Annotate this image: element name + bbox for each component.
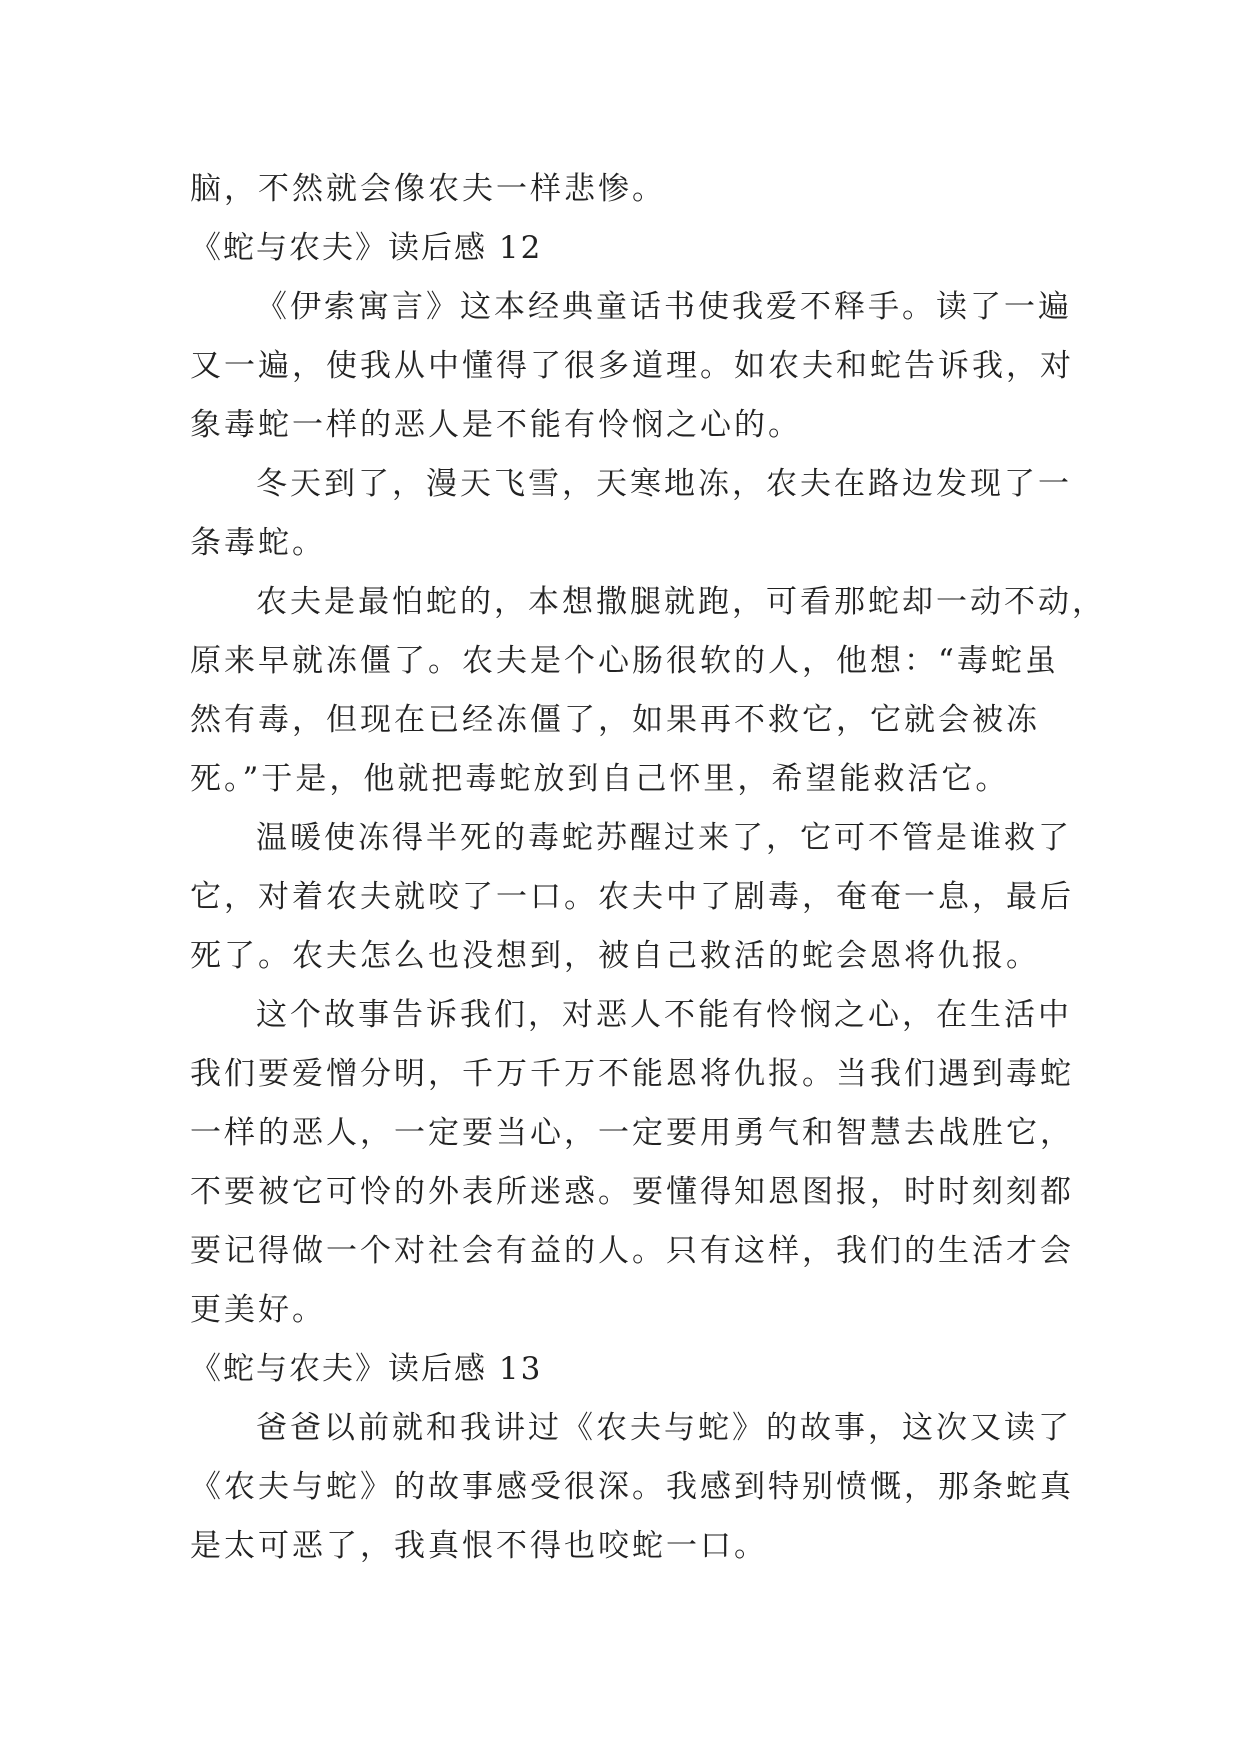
text-line: 爸爸以前就和我讲过《农夫与蛇》的故事，这次又读了	[256, 1410, 1072, 1446]
text-line: 不要被它可怜的外表所迷惑。要懂得知恩图报，时时刻刻都	[190, 1174, 1074, 1210]
section-heading: 《蛇与农夫》读后感 13	[190, 1351, 543, 1387]
text-line: 死。”于是，他就把毒蛇放到自己怀里，希望能救活它。	[190, 761, 1010, 797]
text-line: 农夫是最怕蛇的，本想撒腿就跑，可看那蛇却一动不动，	[256, 584, 1106, 620]
text-line: 象毒蛇一样的恶人是不能有怜悯之心的。	[190, 407, 802, 443]
text-line: 它，对着农夫就咬了一口。农夫中了剧毒，奄奄一息，最后	[190, 879, 1074, 915]
text-line: 冬天到了，漫天飞雪，天寒地冻，农夫在路边发现了一	[256, 466, 1072, 502]
section-heading: 《蛇与农夫》读后感 12	[190, 230, 543, 266]
text-line: 《伊索寓言》这本经典童话书使我爱不释手。读了一遍	[256, 289, 1072, 325]
text-line: 是太可恶了，我真恨不得也咬蛇一口。	[190, 1528, 768, 1564]
text-line: 我们要爱憎分明，千万千万不能恩将仇报。当我们遇到毒蛇	[190, 1056, 1074, 1092]
text-line: 这个故事告诉我们，对恶人不能有怜悯之心，在生活中	[256, 997, 1072, 1033]
text-line: 条毒蛇。	[190, 525, 326, 561]
text-line: 脑，不然就会像农夫一样悲惨。	[190, 171, 666, 207]
text-line: 然有毒，但现在已经冻僵了，如果再不救它，它就会被冻	[190, 702, 1040, 738]
text-line: 一样的恶人，一定要当心，一定要用勇气和智慧去战胜它，	[190, 1115, 1074, 1151]
text-line: 又一遍，使我从中懂得了很多道理。如农夫和蛇告诉我，对	[190, 348, 1074, 384]
document-body	[190, 160, 1106, 1576]
text-line: 《农夫与蛇》的故事感受很深。我感到特别愤慨，那条蛇真	[190, 1469, 1074, 1505]
text-line: 更美好。	[190, 1292, 326, 1328]
text-line: 要记得做一个对社会有益的人。只有这样，我们的生活才会	[190, 1233, 1074, 1269]
text-line: 温暖使冻得半死的毒蛇苏醒过来了，它可不管是谁救了	[256, 820, 1072, 856]
text-line: 死了。农夫怎么也没想到，被自己救活的蛇会恩将仇报。	[190, 938, 1040, 974]
text-line: 原来早就冻僵了。农夫是个心肠很软的人，他想：“毒蛇虽	[190, 643, 1059, 679]
